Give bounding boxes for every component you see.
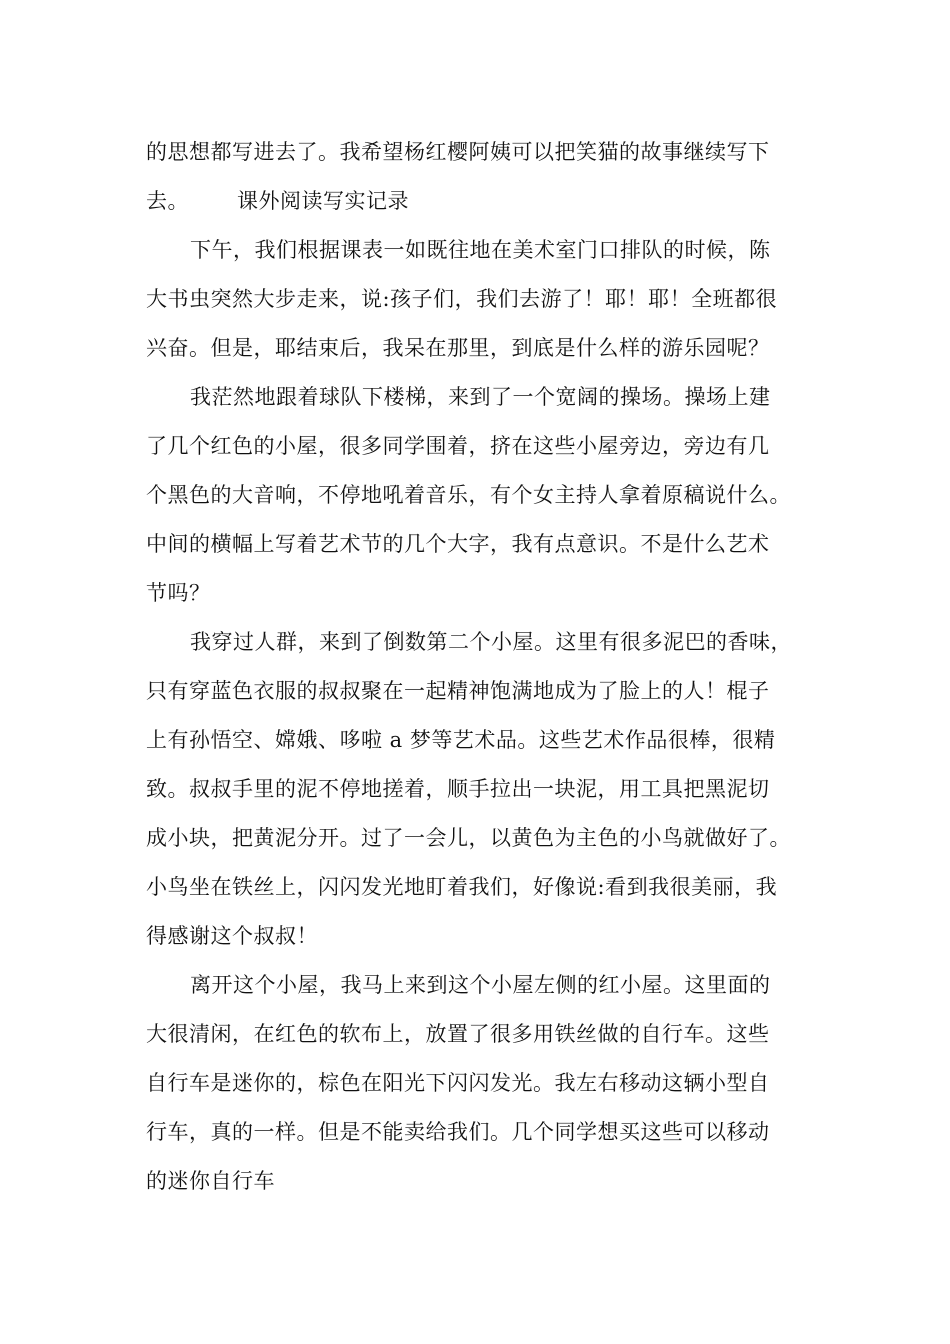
paragraph-start: 我穿过人群，来到了倒数第二个小屋。这里有很多泥巴的香味， <box>190 630 792 654</box>
paragraph-start: 下午，我们根据课表一如既往地在美术室门口排队的时候，陈 <box>190 238 771 262</box>
text-line: 成小块，把黄泥分开。过了一会儿，以黄色为主色的小鸟就做好了。 <box>146 826 791 850</box>
text-line: 的迷你自行车 <box>146 1169 275 1193</box>
text-line: 行车，真的一样。但是不能卖给我们。几个同学想买这些可以移动 <box>146 1120 770 1144</box>
paragraph-start: 离开这个小屋，我马上来到这个小屋左侧的红小屋。这里面的 <box>190 973 771 997</box>
text-line: 兴奋。但是，耶结束后，我呆在那里，到底是什么样的游乐园呢？ <box>146 336 770 360</box>
text-line: 小鸟坐在铁丝上，闪闪发光地盯着我们，好像说:看到我很美丽，我 <box>146 875 778 899</box>
text-line: 的思想都写进去了。我希望杨红樱阿姨可以把笑猫的故事继续写下 <box>146 140 770 164</box>
text-line: 去。 <box>146 189 189 213</box>
text-line: 得感谢这个叔叔！ <box>146 924 318 948</box>
text-line: 了几个红色的小屋，很多同学围着，挤在这些小屋旁边，旁边有几 <box>146 434 770 458</box>
text-line: 个黑色的大音响，不停地吼着音乐，有个女主持人拿着原稿说什么。 <box>146 483 791 507</box>
section-title: 课外阅读写实记录 <box>237 189 409 213</box>
text-line: 大书虫突然大步走来，说:孩子们，我们去游了！耶！耶！全班都很 <box>146 287 778 311</box>
text-line: 节吗？ <box>146 581 211 605</box>
text-line: 上有孙悟空、嫦娥、哆啦 a 梦等艺术品。这些艺术作品很棒，很精 <box>146 728 776 752</box>
text-line-with-title <box>146 177 826 226</box>
text-line: 中间的横幅上写着艺术节的几个大字，我有点意识。不是什么艺术 <box>146 532 770 556</box>
text-line: 致。叔叔手里的泥不停地搓着，顺手拉出一块泥，用工具把黑泥切 <box>146 777 770 801</box>
text-line: 自行车是迷你的，棕色在阳光下闪闪发光。我左右移动这辆小型自 <box>146 1071 770 1095</box>
paragraph-start: 我茫然地跟着球队下楼梯，来到了一个宽阔的操场。操场上建 <box>190 385 771 409</box>
document-body <box>146 128 826 1206</box>
text-line: 只有穿蓝色衣服的叔叔聚在一起精神饱满地成为了脸上的人！棍子 <box>146 679 770 703</box>
text-line: 大很清闲，在红色的软布上，放置了很多用铁丝做的自行车。这些 <box>146 1022 770 1046</box>
